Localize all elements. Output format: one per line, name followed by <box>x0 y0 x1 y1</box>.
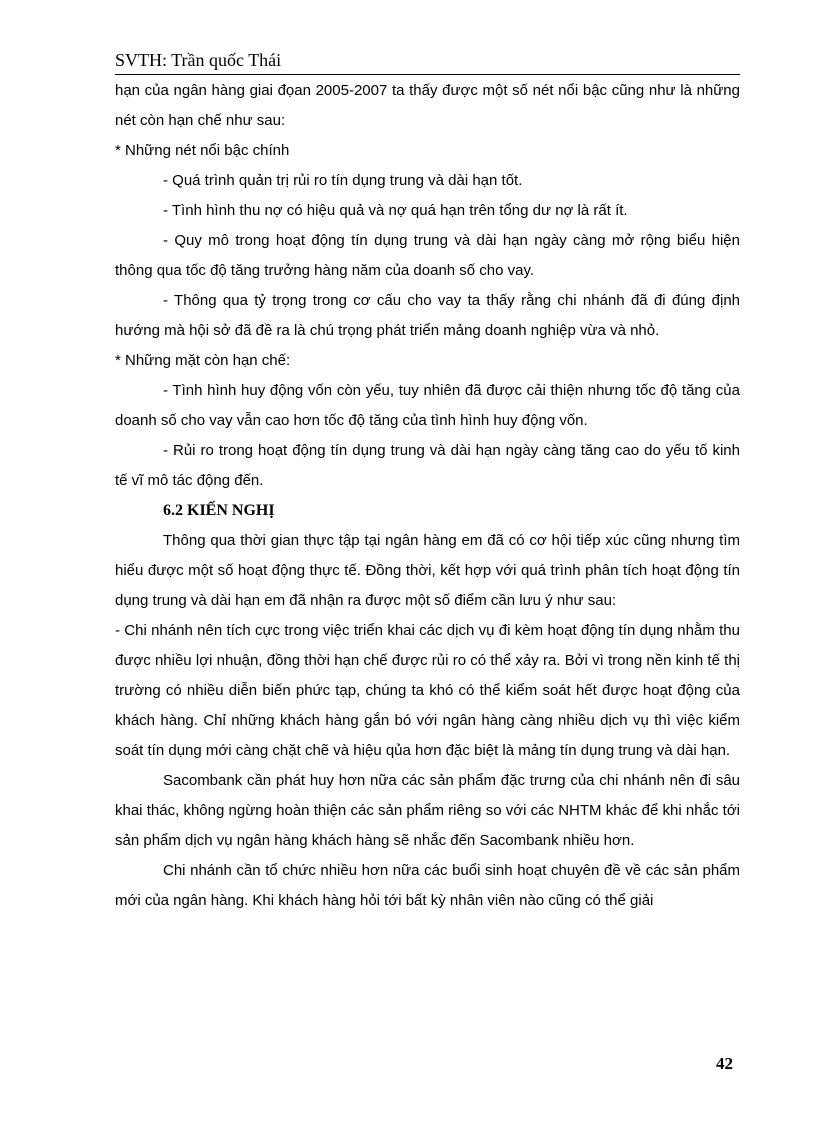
section-heading-strengths: * Những nét nổi bậc chính <box>115 142 290 159</box>
paragraph: Thông qua thời gian thực tập tại ngân hàng em đã có cơ hội tiếp xúc cũng nhưng tìm hiểu được một số hoạt động thực tế. Đồng thời, kết hợp với quá trình phân tích hoạt động tín dụng trung và dài hạn em đã nhận ra được một số điểm cần lưu ý như sau: <box>115 532 740 609</box>
list-item: - Thông qua tỷ trọng trong cơ cấu cho vay ta thấy rằng chi nhánh đã đi đúng định hướng mà hội sở đã đề ra là chú trọng phát triển mảng doanh nghiệp vừa và nhỏ. <box>115 292 740 339</box>
list-item: - Tình hình huy động vốn còn yếu, tuy nhiên đã được cải thiện nhưng tốc độ tăng của doanh số cho vay vẫn cao hơn tốc độ tăng của tình hình huy động vốn. <box>115 382 740 429</box>
paragraph: Chi nhánh cần tổ chức nhiều hơn nữa các buổi sinh hoạt chuyên đề về các sản phẩm mới của ngân hàng. Khi khách hàng hỏi tới bất kỳ nhân viên nào cũng có thể giải <box>115 862 740 909</box>
list-item: - Tình hình thu nợ có hiệu quả và nợ quá hạn trên tổng dư nợ là rất ít. <box>163 202 628 219</box>
paragraph: hạn của ngân hàng giai đọan 2005-2007 ta thấy được một số nét nổi bậc cũng như là những nét còn hạn chế như sau: <box>115 82 740 129</box>
paragraph: Sacombank cần phát huy hơn nữa các sản phẩm đặc trưng của chi nhánh nên đi sâu khai thác, không ngừng hoàn thiện các sản phẩm riêng so với các NHTM khác để khi nhắc tới sản phẩm dịch vụ ngân hàng khách hàng sẽ nhắc đến Sacombank nhiều hơn. <box>115 772 740 849</box>
section-title: 6.2 KIẾN NGHỊ <box>163 502 275 519</box>
page-number: 42 <box>716 1054 733 1073</box>
list-item: - Rủi ro trong hoạt động tín dụng trung và dài hạn ngày càng tăng cao do yếu tố kinh tế vĩ mô tác động đến. <box>115 442 740 489</box>
body-text <box>115 76 740 916</box>
section-heading-limitations: * Những mặt còn hạn chế: <box>115 352 291 369</box>
list-item: - Quá trình quản trị rủi ro tín dụng trung và dài hạn tốt. <box>163 172 523 189</box>
page-header: SVTH: Trần quốc Thái <box>115 48 740 75</box>
paragraph: - Chi nhánh nên tích cực trong việc triển khai các dịch vụ đi kèm hoạt động tín dụng nhằm thu được nhiều lợi nhuận, đồng thời hạn chế được rủi ro có thể xảy ra. Bởi vì trong nền kinh tế thị trường có nhiều diễn biến phức tạp, chúng ta khó có thể kiểm soát hết được hoạt động của khách hàng. Chỉ những khách hàng gắn bó với ngân hàng càng nhiều dịch vụ thì việc kiểm soát tín dụng mới càng chặt chẽ và hiệu qủa hơn đặc biệt là mảng tín dụng trung và dài hạn. <box>115 622 740 759</box>
list-item: - Quy mô trong hoạt động tín dụng trung và dài hạn ngày càng mở rộng biểu hiện thông qua tốc độ tăng trưởng hàng năm của doanh số cho vay. <box>115 232 740 279</box>
